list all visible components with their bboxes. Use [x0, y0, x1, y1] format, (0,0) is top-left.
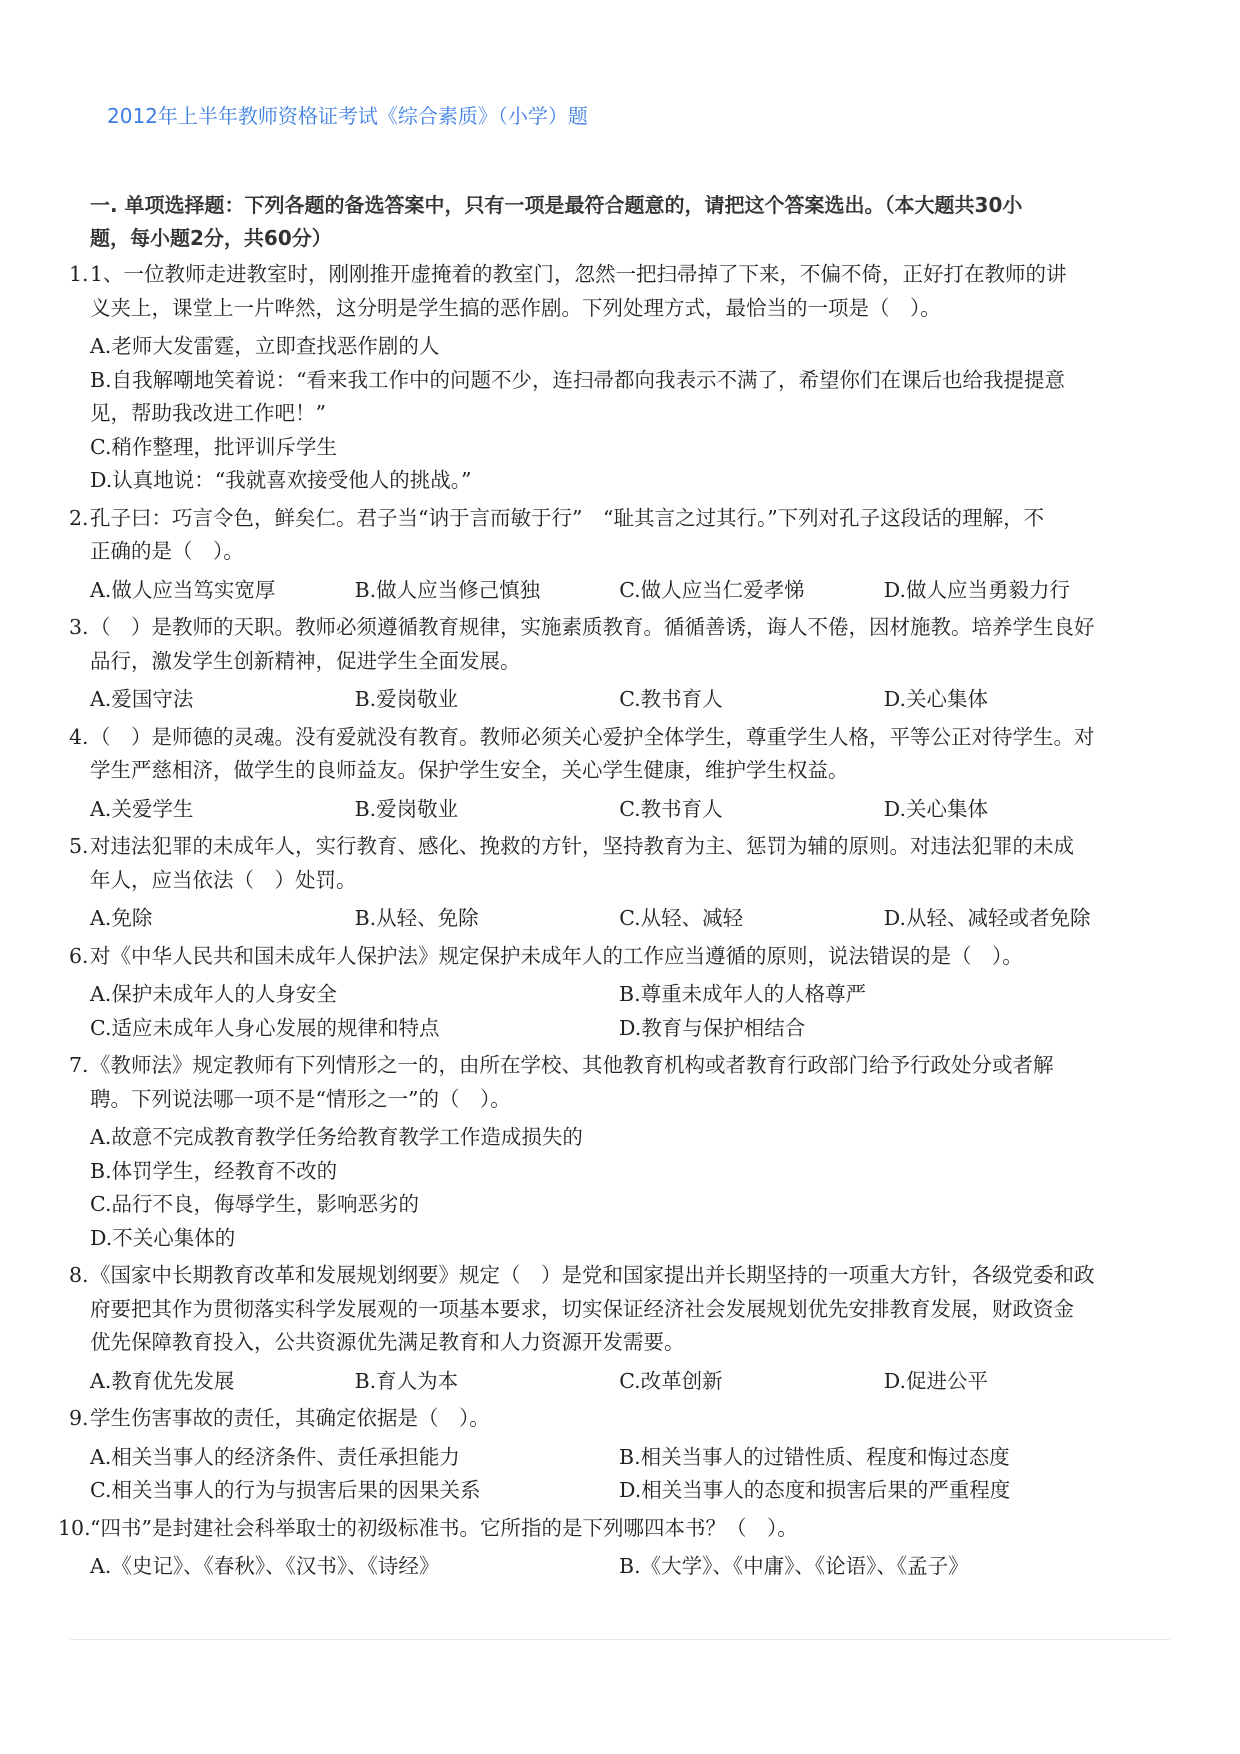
answer-option: A.《史记》、《春秋》、《汉书》、《诗经》 — [90, 1554, 440, 1578]
question-5 — [69, 830, 1160, 936]
answer-option: D.关心集体 — [883, 687, 989, 711]
answer-option: A.教育优先发展 — [90, 1368, 235, 1393]
question-stem-line: 品行，激发学生创新精神，促进学生全面发展。 — [90, 648, 521, 673]
question-3 — [69, 611, 1160, 717]
question-stem-line: 学生严慈相济，做学生的良师益友。保护学生安全，关心学生健康，维护学生权益。 — [90, 758, 849, 782]
question-stem-line: 《国家中长期教育改革和发展规划纲要》规定（ ）是党和国家提出并长期坚持的一项重大方针，各级党委和政 — [90, 1263, 1095, 1287]
question-stem-line: 聘。下列说法哪一项不是“情形之一”的（ ）。 — [90, 1086, 511, 1111]
question-number: 3. — [69, 615, 89, 639]
question-8 — [69, 1259, 1160, 1398]
question-number: 5. — [69, 834, 89, 858]
question-stem-line: “四书”是封建社会科举取士的初级标准书。它所指的是下列哪四本书？（ ）。 — [90, 1515, 798, 1540]
answer-option: A.关爱学生 — [90, 796, 194, 821]
answer-option: D.促进公平 — [883, 1368, 989, 1393]
question-number: 1. — [69, 262, 89, 286]
answer-option: C.教书育人 — [619, 796, 723, 821]
answer-option: B.做人应当修己慎独 — [354, 577, 541, 602]
question-number: 7. — [69, 1053, 89, 1077]
question-list — [58, 258, 1160, 1588]
question-stem-line: 对《中华人民共和国未成年人保护法》规定保护未成年人的工作应当遵循的原则，说法错误的是（ ）。 — [90, 943, 1023, 968]
divider — [70, 1639, 1170, 1640]
question-stem-line: 对违法犯罪的未成年人，实行教育、感化、挽救的方针，坚持教育为主、惩罚为辅的原则。对违法犯罪的未成 — [90, 834, 1074, 858]
section-heading — [90, 189, 1150, 255]
answer-option: D.认真地说：“我就喜欢接受他人的挑战。” — [90, 468, 472, 492]
question-stem-line: 府要把其作为贯彻落实科学发展观的一项基本要求，切实保证经济社会发展规划优先安排教育发展，财政资金 — [90, 1296, 1074, 1321]
answer-option: B.爱岗敬业 — [354, 687, 459, 711]
answer-option: C.相关当事人的行为与损害后果的因果关系 — [90, 1478, 481, 1502]
question-number: 2. — [69, 505, 89, 530]
answer-options — [90, 574, 1160, 608]
answer-option: D.教育与保护相结合 — [619, 1015, 806, 1040]
answer-options — [90, 1550, 1160, 1584]
answer-option: B.体罚学生，经教育不改的 — [90, 1158, 338, 1183]
question-10 — [58, 1512, 1160, 1584]
question-number: 4. — [69, 724, 89, 749]
answer-option: B.自我解嘲地笑着说：“看来我工作中的问题不少，连扫帚都向我表示不满了，希望你们在课后也给我提提意 — [90, 367, 1066, 392]
question-stem-line: 孔子曰：巧言令色，鲜矣仁。君子当“讷于言而敏于行” “耻其言之过其行。”下列对孔子这段话的理解，不 — [90, 505, 1045, 530]
question-stem-line: 学生伤害事故的责任，其确定依据是（ ）。 — [90, 1406, 490, 1430]
answer-option: D.不关心集体的 — [90, 1225, 236, 1250]
question-number: 10. — [58, 1515, 91, 1540]
answer-options — [90, 330, 1160, 498]
question-stem-line: 优先保障教育投入，公共资源优先满足教育和人力资源开发需要。 — [90, 1330, 685, 1354]
answer-option: D.从轻、减轻或者免除 — [883, 906, 1091, 930]
question-6 — [69, 940, 1160, 1046]
answer-options — [90, 1365, 1160, 1399]
answer-option: C.稍作整理，批评训斥学生 — [90, 434, 337, 459]
answer-option: A.老师大发雷霆，立即查找恶作剧的人 — [90, 334, 440, 358]
answer-option: C.品行不良，侮辱学生，影响恶劣的 — [90, 1192, 419, 1216]
answer-option: C.适应未成年人身心发展的规律和特点 — [90, 1015, 440, 1040]
answer-option: A.做人应当笃实宽厚 — [90, 577, 276, 602]
section-heading-line: 一. 单项选择题：下列各题的备选答案中，只有一项是最符合题意的，请把这个答案选出。（本大题共30小 — [90, 193, 1023, 217]
question-stem-line: 《教师法》规定教师有下列情形之一的，由所在学校、其他教育机构或者教育行政部门给予行政处分或者解 — [90, 1053, 1054, 1077]
answer-option: D.相关当事人的态度和损害后果的严重程度 — [619, 1478, 1011, 1502]
question-number: 8. — [69, 1263, 89, 1287]
answer-options — [90, 793, 1160, 827]
question-2 — [69, 502, 1160, 608]
answer-option: B.育人为本 — [354, 1368, 459, 1393]
question-number: 6. — [69, 943, 89, 968]
answer-option: B.尊重未成年人的人格尊严 — [619, 982, 867, 1006]
answer-option: D.做人应当勇毅力行 — [883, 577, 1071, 602]
answer-option: C.改革创新 — [619, 1368, 723, 1393]
answer-option: B.从轻、免除 — [354, 906, 479, 930]
answer-option: B.相关当事人的过错性质、程度和悔过态度 — [619, 1444, 1010, 1469]
answer-options — [90, 902, 1160, 936]
question-stem-line: （ ）是教师的天职。教师必须遵循教育规律，实施素质教育。循循善诱，诲人不倦，因材施教。培养学生良好 — [90, 615, 1095, 639]
question-stem-line: 年人，应当依法（ ）处罚。 — [90, 867, 357, 892]
question-stem-line: （ ）是师德的灵魂。没有爱就没有教育。教师必须关心爱护全体学生，尊重学生人格，平等公正对待学生。对 — [90, 724, 1095, 749]
answer-options — [90, 1441, 1160, 1508]
answer-option: C.教书育人 — [619, 687, 723, 711]
answer-option: A.相关当事人的经济条件、责任承担能力 — [90, 1444, 460, 1469]
question-stem-line: 义夹上，课堂上一片哗然，这分明是学生搞的恶作剧。下列处理方式，最恰当的一项是（ ）。 — [90, 295, 941, 320]
question-1 — [69, 258, 1160, 498]
answer-option: A.免除 — [90, 906, 153, 930]
section-heading-line: 题，每小题2分，共60分） — [90, 226, 332, 250]
document-title: 2012年上半年教师资格证考试《综合素质》（小学）题 — [107, 104, 588, 128]
answer-options — [90, 978, 1160, 1045]
question-9 — [69, 1402, 1160, 1508]
question-stem-line: 1、一位教师走进教室时，刚刚推开虚掩着的教室门，忽然一把扫帚掉了下来，不偏不倚，正好打在教师的讲 — [90, 262, 1067, 286]
answer-option: B.爱岗敬业 — [354, 796, 459, 821]
question-4 — [69, 721, 1160, 827]
answer-options — [90, 683, 1160, 717]
answer-option: 见，帮助我改进工作吧！” — [90, 401, 326, 425]
answer-option: A.爱国守法 — [90, 687, 194, 711]
question-stem-line: 正确的是（ ）。 — [90, 539, 244, 563]
answer-option: B.《大学》、《中庸》、《论语》、《孟子》 — [619, 1554, 969, 1578]
answer-option: C.做人应当仁爱孝悌 — [619, 577, 805, 602]
answer-option: A.保护未成年人的人身安全 — [90, 982, 337, 1006]
answer-option: C.从轻、减轻 — [619, 906, 744, 930]
answer-option: A.故意不完成教育教学任务给教育教学工作造成损失的 — [90, 1125, 583, 1149]
answer-options — [90, 1121, 1160, 1255]
question-number: 9. — [69, 1406, 89, 1430]
answer-option: D.关心集体 — [883, 796, 989, 821]
question-7 — [69, 1049, 1160, 1255]
